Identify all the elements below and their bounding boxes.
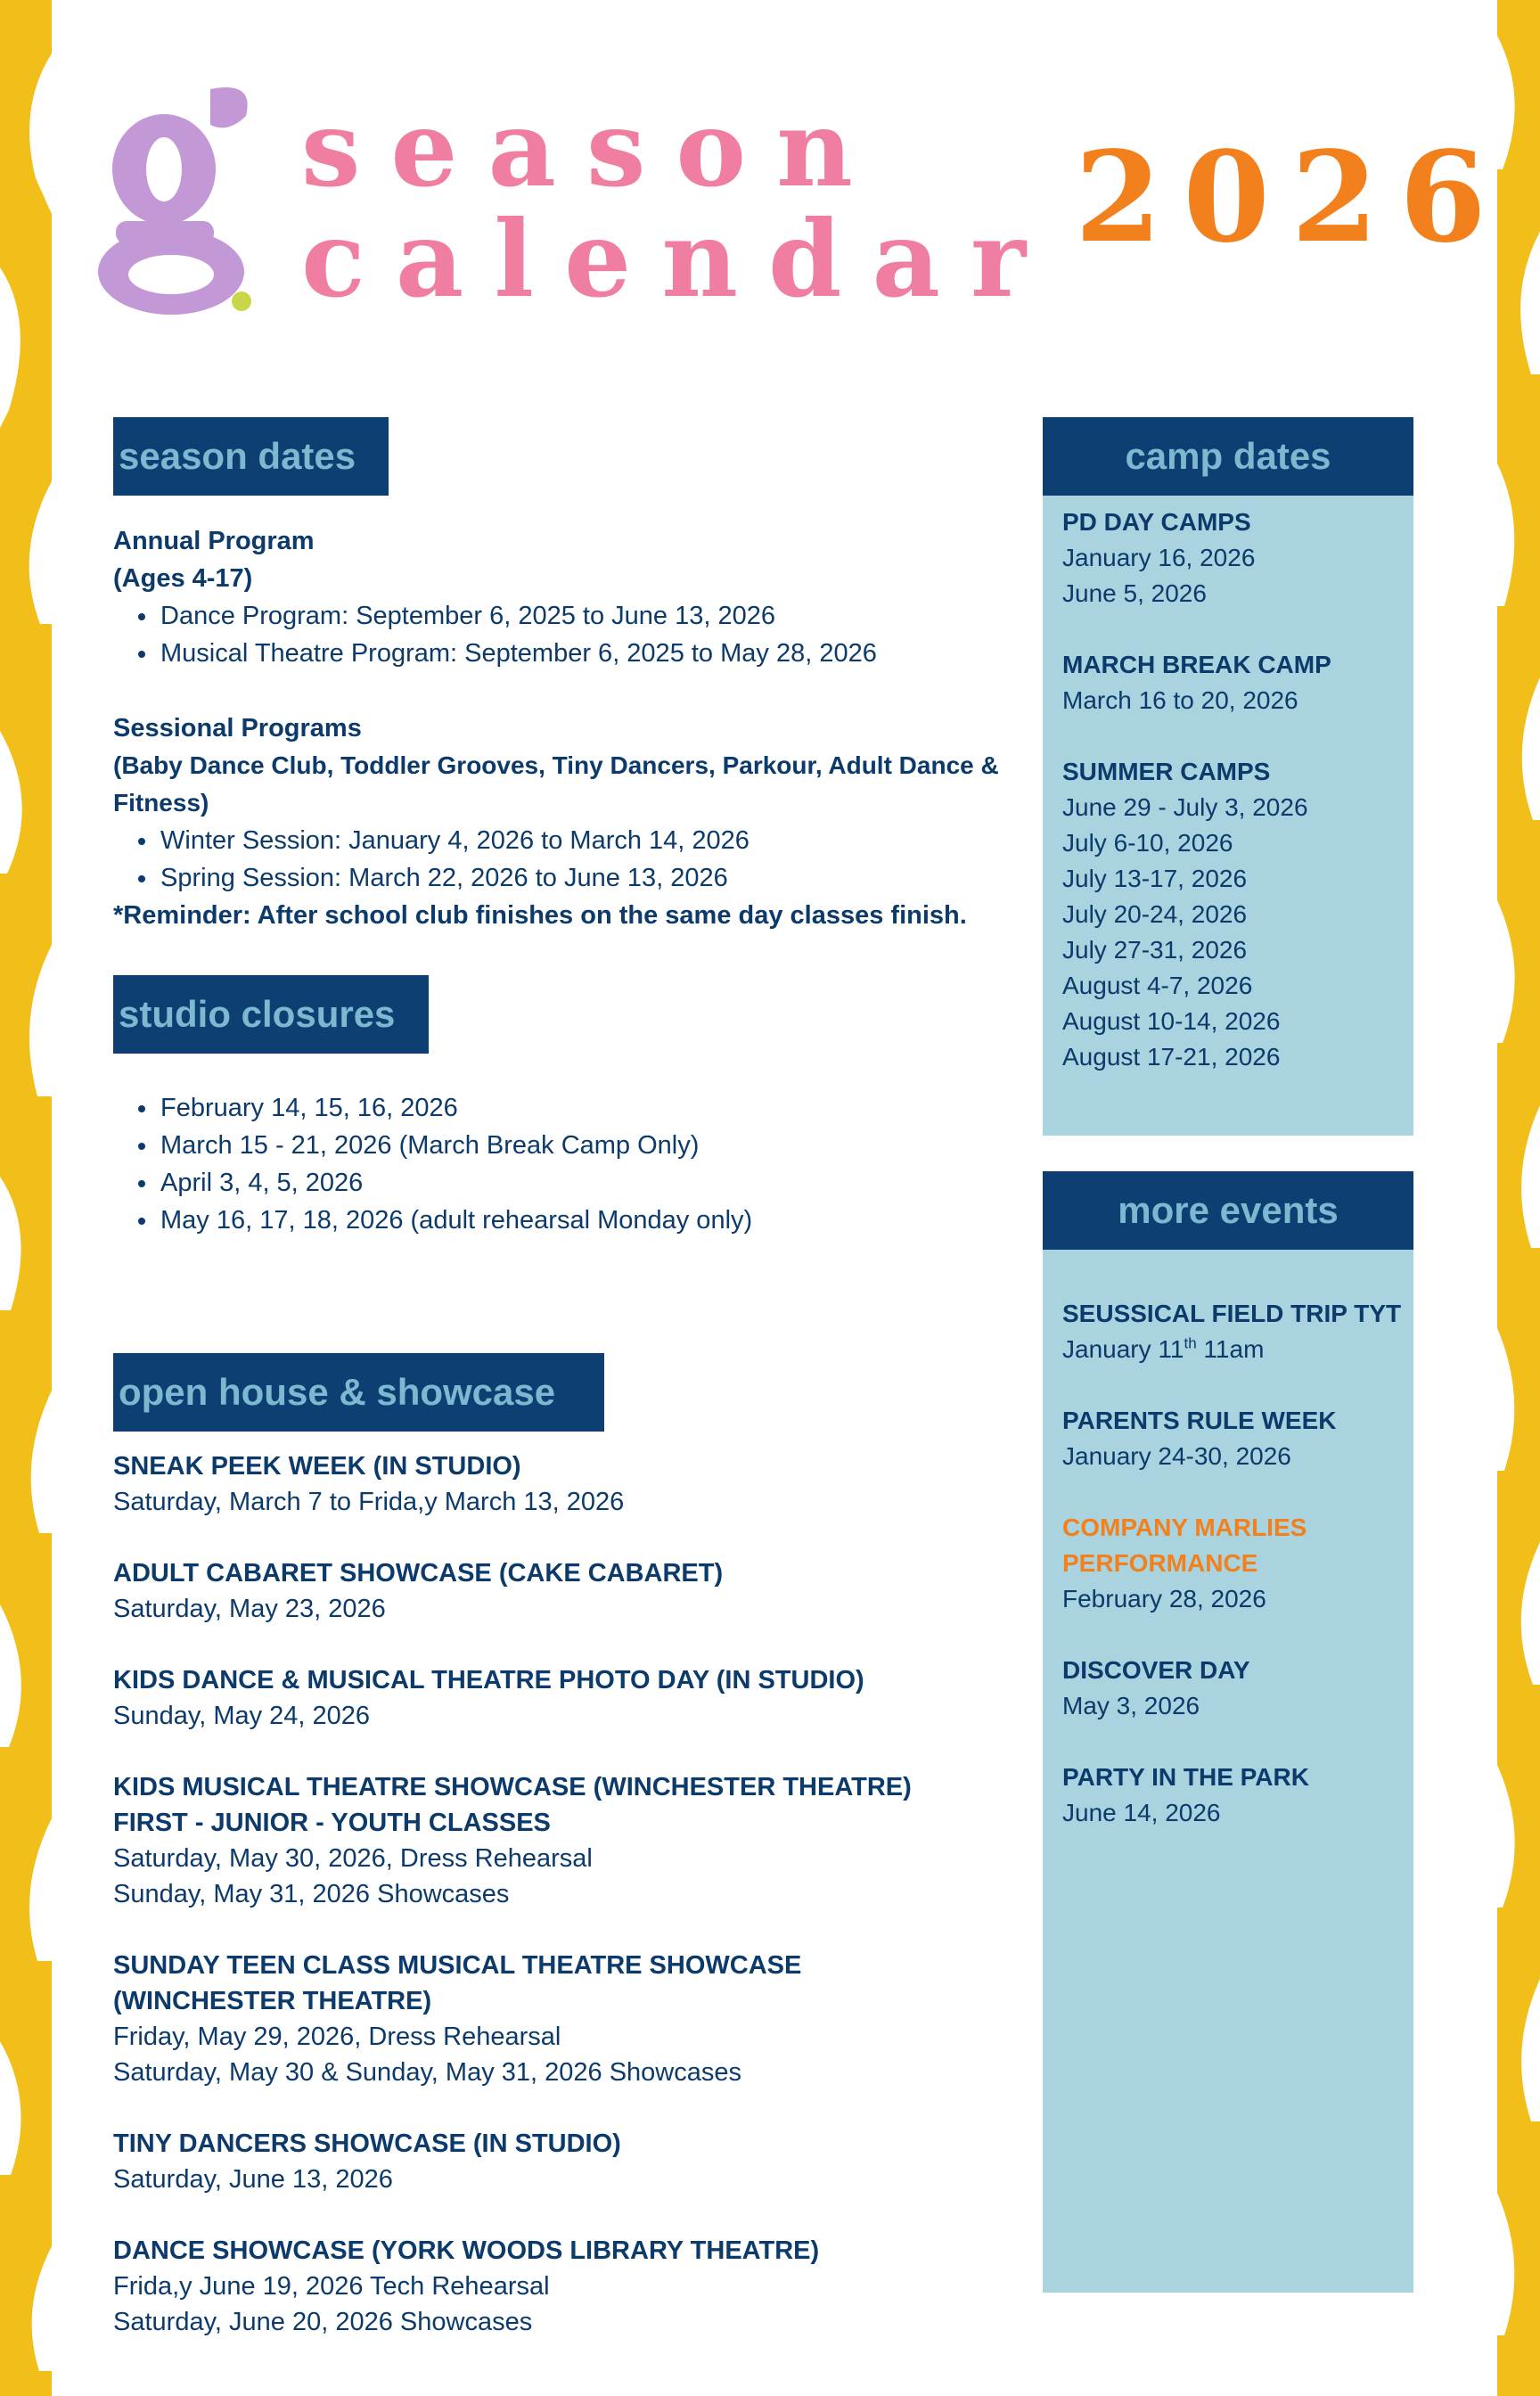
event-date: Saturday, March 7 to Frida,y March 13, 2026	[113, 1488, 625, 1516]
event-date: Saturday, May 30 & Sunday, May 31, 2026 Showcases	[113, 2058, 741, 2087]
event-date: Saturday, June 13, 2026	[113, 2165, 393, 2194]
event-title: COMPANY MARLIES	[1062, 1514, 1307, 1541]
event-date: Saturday, June 20, 2026 Showcases	[113, 2308, 533, 2336]
season-dates-heading: season dates	[113, 417, 389, 496]
camp-date: June 5, 2026	[1062, 579, 1207, 607]
list-item: • Dance Program: September 6, 2025 to June 13, 2026	[159, 597, 877, 635]
event-title: DISCOVER DAY	[1062, 1656, 1250, 1684]
camp-date: July 27-31, 2026	[1062, 936, 1248, 964]
camp-date: August 17-21, 2026	[1062, 1043, 1281, 1071]
studio-closures-heading: studio closures	[113, 975, 429, 1054]
event-subtitle: (WINCHESTER THEATRE)	[113, 1987, 432, 2015]
open-house-heading: open house & showcase	[113, 1353, 604, 1432]
sessional-program-list	[134, 822, 750, 897]
list-item: • Winter Session: January 4, 2026 to March 14, 2026	[159, 822, 750, 859]
list-item: • April 3, 4, 5, 2026	[159, 1164, 752, 1202]
camp-date: July 6-10, 2026	[1062, 829, 1233, 857]
event-title: TINY DANCERS SHOWCASE (IN STUDIO)	[113, 2129, 621, 2158]
event-date: Frida,y June 19, 2026 Tech Rehearsal	[113, 2272, 550, 2301]
event-date: June 14, 2026	[1062, 1799, 1221, 1826]
event-subtitle: PERFORMANCE	[1062, 1549, 1258, 1577]
year-heading: 2026	[1075, 125, 1508, 271]
event-title: KIDS MUSICAL THEATRE SHOWCASE (WINCHESTER THEATRE)	[113, 1773, 912, 1801]
camp-group-title: SUMMER CAMPS	[1062, 758, 1271, 785]
ordinal-suffix: th	[1184, 1334, 1197, 1352]
reminder-note: *Reminder: After school club finishes on the same day classes finish.	[113, 901, 967, 930]
event-title: PARTY IN THE PARK	[1062, 1763, 1309, 1791]
list-item: • May 16, 17, 18, 2026 (adult rehearsal Monday only)	[159, 1202, 752, 1239]
decorative-left-border	[0, 0, 52, 2396]
event-date: May 3, 2026	[1062, 1692, 1200, 1719]
camp-date: January 16, 2026	[1062, 544, 1256, 571]
camp-date: July 20-24, 2026	[1062, 900, 1248, 928]
event-date: Saturday, May 30, 2026, Dress Rehearsal	[113, 1844, 593, 1873]
event-title: DANCE SHOWCASE (YORK WOODS LIBRARY THEATRE)	[113, 2236, 820, 2265]
event-date: February 28, 2026	[1062, 1585, 1266, 1612]
event-title: PARENTS RULE WEEK	[1062, 1407, 1337, 1434]
event-date	[1062, 1332, 1264, 1367]
more-events-heading: more events	[1043, 1171, 1413, 1250]
camp-group-title: PD DAY CAMPS	[1062, 508, 1251, 536]
event-title: KIDS DANCE & MUSICAL THEATRE PHOTO DAY (IN STUDIO)	[113, 1666, 864, 1694]
title-season: season	[301, 86, 883, 210]
event-subtitle: FIRST - JUNIOR - YOUTH CLASSES	[113, 1809, 551, 1837]
camp-date: August 4-7, 2026	[1062, 972, 1253, 999]
camp-date: June 29 - July 3, 2026	[1062, 793, 1308, 821]
event-title: SNEAK PEEK WEEK (IN STUDIO)	[113, 1452, 521, 1481]
camp-date: July 13-17, 2026	[1062, 865, 1248, 892]
camp-dates-heading: camp dates	[1043, 417, 1413, 496]
list-item: • February 14, 15, 16, 2026	[159, 1089, 752, 1127]
camp-date: March 16 to 20, 2026	[1062, 686, 1298, 714]
list-item: • Musical Theatre Program: September 6, 2025 to May 28, 2026	[159, 635, 877, 672]
event-time: 11am	[1196, 1335, 1265, 1363]
annual-program-list	[134, 597, 877, 672]
annual-program-ages: (Ages 4-17)	[113, 564, 253, 593]
event-title: SEUSSICAL FIELD TRIP TYT	[1062, 1300, 1402, 1327]
list-item: • March 15 - 21, 2026 (March Break Camp Only)	[159, 1127, 752, 1164]
event-date-text: January 11	[1062, 1335, 1184, 1363]
camp-group-title: MARCH BREAK CAMP	[1062, 651, 1331, 678]
title-calendar: calendar	[301, 197, 1057, 321]
brand-logo	[86, 71, 264, 321]
event-date: Saturday, May 23, 2026	[113, 1595, 386, 1623]
sessional-programs-title: Sessional Programs	[113, 714, 362, 743]
camp-date: August 10-14, 2026	[1062, 1007, 1281, 1035]
event-title: SUNDAY TEEN CLASS MUSICAL THEATRE SHOWCASE	[113, 1951, 802, 1980]
event-date: Sunday, May 24, 2026	[113, 1702, 371, 1730]
annual-program-title: Annual Program	[113, 527, 315, 555]
studio-closures-list	[134, 1089, 752, 1239]
list-item: • Spring Session: March 22, 2026 to June 13, 2026	[159, 859, 750, 897]
sessional-programs-subtitle: (Baby Dance Club, Toddler Grooves, Tiny Dancers, Parkour, Adult Dance & Fitness)	[113, 751, 999, 816]
event-date: January 24-30, 2026	[1062, 1442, 1291, 1470]
event-date: Friday, May 29, 2026, Dress Rehearsal	[113, 2023, 561, 2051]
decorative-right-border	[1497, 0, 1540, 2396]
event-title: ADULT CABARET SHOWCASE (CAKE CABARET)	[113, 1559, 724, 1588]
event-date: Sunday, May 31, 2026 Showcases	[113, 1880, 510, 1908]
